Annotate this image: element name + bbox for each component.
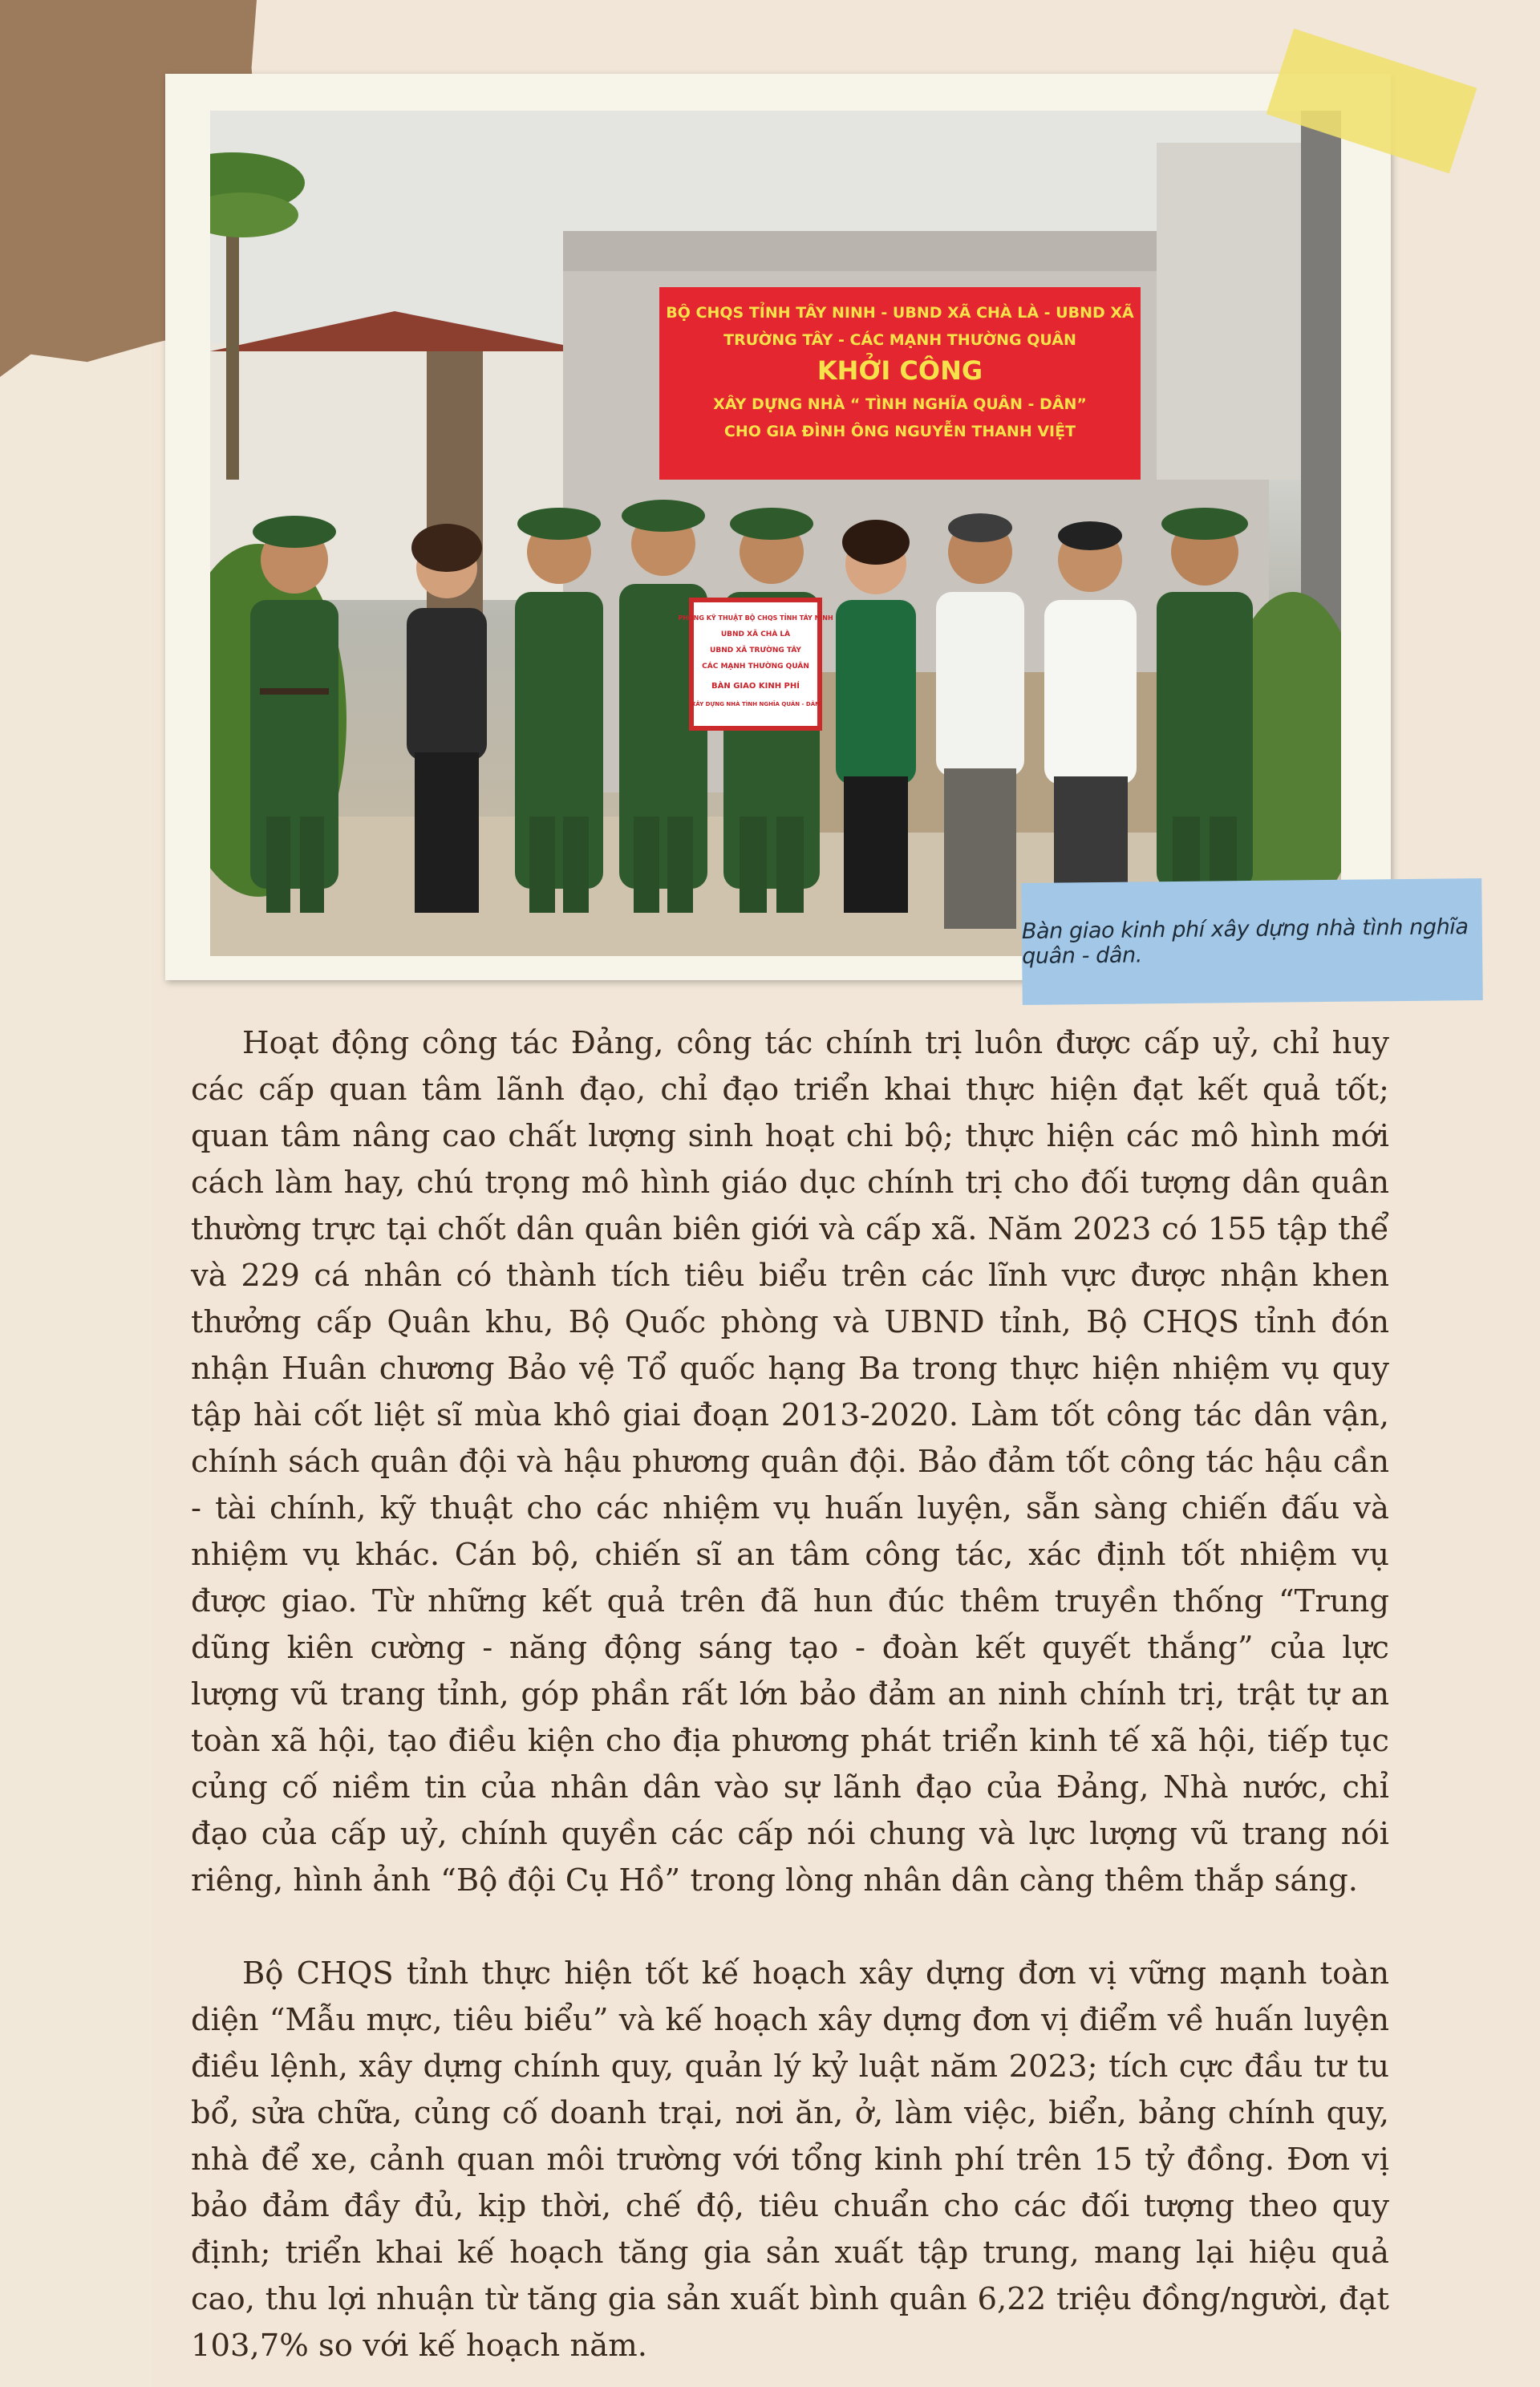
banner-line-4: XÂY DỰNG NHÀ “ TÌNH NGHĨA QUÂN - DÂN” — [713, 395, 1087, 413]
ceremony-photo-illustration — [210, 111, 1341, 956]
board-line-3: UBND XÃ TRƯỜNG TÂY — [710, 646, 801, 654]
photo-frame — [165, 74, 1391, 980]
banner-line-5: CHO GIA ĐÌNH ÔNG NGUYỄN THANH VIỆT — [723, 423, 1076, 440]
banner-line-1: BỘ CHQS TỈNH TÂY NINH - UBND XÃ CHÀ LÀ - UBND XÃ — [666, 304, 1134, 322]
board-line-6: XÂY DỰNG NHÀ TÌNH NGHĨA QUÂN - DÂN — [691, 701, 820, 707]
board-line-1: PHÒNG KỸ THUẬT BỘ CHQS TỈNH TÂY NINH — [678, 614, 833, 622]
photo-caption: Bàn giao kinh phí xây dựng nhà tình nghĩa quân - dân. — [1021, 914, 1469, 970]
paragraph-1: Hoạt động công tác Đảng, công tác chính trị luôn được cấp uỷ, chỉ huy các cấp quan tâm lãnh đạo, chỉ đạo triển khai thực hiện đạt kết quả tốt; quan tâm nâng cao chất lượng sinh hoạt chi bộ; thực hiện các mô hình mới cách làm hay, chú trọng mô hình giáo dục chính trị cho đối tượng dân quân thường trực tại chốt dân quân biên giới và cấp xã. Năm 2023 có 155 tập thể và 229 cá nhân có thành tích tiêu biểu trên các lĩnh vực được nhận khen thưởng cấp Quân khu, Bộ Quốc phòng và UBND tỉnh, Bộ CHQS tỉnh đón nhận Huân chương Bảo vệ Tổ quốc hạng Ba trong thực hiện nhiệm vụ quy tập hài cốt liệt sĩ mùa khô giai đoạn 2013-2020. Làm tốt công tác dân vận, chính sách quân đội và hậu phương quân đội. Bảo đảm tốt công tác hậu cần - tài chính, kỹ thuật cho các nhiệm vụ huấn luyện, sẵn sàng chiến đấu và nhiệm vụ khác. Cán bộ, chiến sĩ an tâm công tác, xác định tốt nhiệm vụ được giao. Từ những kết quả trên đã hun đúc thêm truyền thống “Trung dũng kiên cường - năng động sáng tạo - đoàn kết quyết thắng” của lực lượng vũ trang tỉnh, góp phần rất lớn bảo đảm an ninh chính trị, trật tự an toàn xã hội, tạo điều kiện cho địa phương phát triển kinh tế xã hội, tiếp tục củng cố niềm tin của nhân dân vào sự lãnh đạo của Đảng, Nhà nước, chỉ đạo của cấp uỷ, chính quyền các cấp nói chung và lực lượng vũ trang nói riêng, hình ảnh “Bộ đội Cụ Hồ” trong lòng nhân dân càng thêm thắp sáng. — [191, 1025, 1389, 1899]
board-line-5: BÀN GIAO KINH PHÍ — [711, 682, 800, 691]
ceremony-photo — [210, 111, 1341, 956]
article-body — [191, 1020, 1389, 2369]
caption-tape — [1021, 878, 1483, 1005]
banner-line-3: KHỞI CÔNG — [817, 355, 983, 386]
board-line-2: UBND XÃ CHÀ LÀ — [720, 630, 791, 638]
board-line-4: CÁC MẠNH THƯỜNG QUÂN — [702, 663, 809, 671]
banner-line-2: TRƯỜNG TÂY - CÁC MẠNH THƯỜNG QUÂN — [723, 331, 1076, 349]
paragraph-2: Bộ CHQS tỉnh thực hiện tốt kế hoạch xây dựng đơn vị vững mạnh toàn diện “Mẫu mực, tiêu biểu” và kế hoạch xây dựng đơn vị điểm về huấn luyện điều lệnh, xây dựng chính quy, quản lý kỷ luật năm 2023; tích cực đầu tư tu bổ, sửa chữa, củng cố doanh trại, nơi ăn, ở, làm việc, biển, bảng chính quy, nhà để xe, cảnh quan môi trường với tổng kinh phí trên 15 tỷ đồng. Đơn vị bảo đảm đầy đủ, kịp thời, chế độ, tiêu chuẩn cho các đối tượng theo quy định; triển khai kế hoạch tăng gia sản xuất tập trung, mang lại hiệu quả cao, thu lợi nhuận từ tăng gia sản xuất bình quân 6,22 triệu đồng/người, đạt 103,7% so với kế hoạch năm. — [191, 1955, 1389, 2364]
